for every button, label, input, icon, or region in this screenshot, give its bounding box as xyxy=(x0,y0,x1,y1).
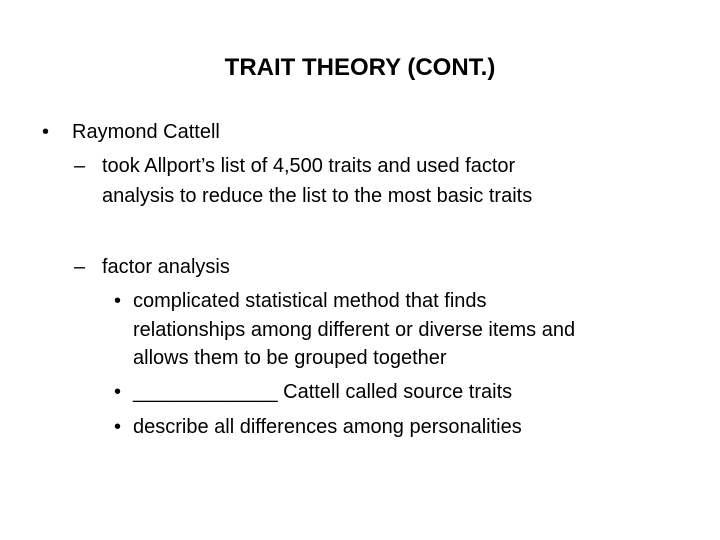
sub-bullet-line: took Allport’s list of 4,500 traits and used factor xyxy=(102,155,516,177)
definition-line: complicated statistical method that finds xyxy=(133,290,487,312)
level3-bullet: • xyxy=(114,290,122,312)
definition-line: relationships among different or diverse items and xyxy=(133,319,576,341)
slide-title: TRAIT THEORY (CONT.) xyxy=(224,54,496,81)
fill-in-blank-line: _____________ Cattell called source traits xyxy=(133,381,513,403)
level2-dash: – xyxy=(74,256,86,278)
definition-line: allows them to be grouped together xyxy=(133,347,447,369)
sub-bullet-line: analysis to reduce the list to the most basic traits xyxy=(102,185,533,207)
level3-bullet: • xyxy=(114,381,122,403)
level1-bullet: • xyxy=(42,121,50,143)
level2-dash: – xyxy=(74,155,86,177)
bullet-raymond-cattell: Raymond Cattell xyxy=(72,121,220,143)
source-traits-description: describe all differences among personalities xyxy=(133,416,522,438)
sub-bullet-factor-analysis: factor analysis xyxy=(102,256,230,278)
level3-bullet: • xyxy=(114,416,122,438)
